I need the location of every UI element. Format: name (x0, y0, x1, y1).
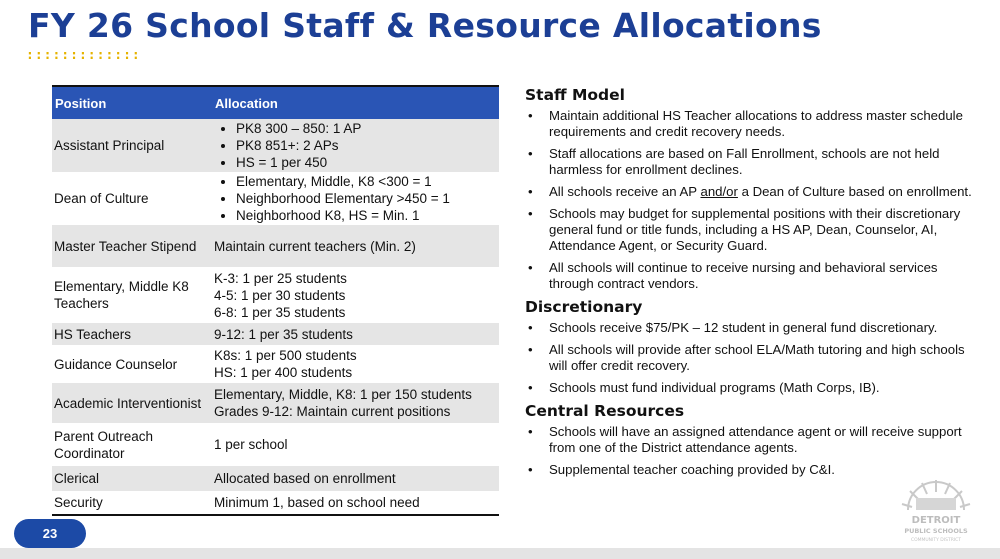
allocation-bullet: • PK8 851+: 2 APs (236, 137, 497, 154)
logo-text: PUBLIC SCHOOLS (904, 527, 968, 535)
page-number-badge: 23 (14, 519, 86, 548)
table-row (52, 345, 499, 383)
allocation-line: HS: 1 per 400 students (214, 365, 353, 380)
allocation-bullet: • HS = 1 per 450 (236, 154, 497, 171)
list-item: • Schools receive $75/PK – 12 student in general fund discretionary. (525, 320, 980, 336)
column-header-position: Position (52, 86, 212, 119)
discretionary-list (525, 320, 980, 396)
allocation-bullet: • Neighborhood Elementary >450 = 1 (236, 190, 497, 207)
decorative-dots: ::::::::::::: (26, 48, 141, 63)
table-row (52, 323, 499, 345)
table-row (52, 119, 499, 172)
table-row (52, 172, 499, 225)
table-header-row (52, 86, 499, 119)
allocation-cell (212, 119, 499, 172)
allocation-bullet: • Elementary, Middle, K8 <300 = 1 (236, 173, 497, 190)
allocation-line: Grades 9-12: Maintain current positions (214, 404, 451, 419)
allocation-bullet: • Neighborhood K8, HS = Min. 1 (236, 207, 497, 224)
list-item: • All schools will continue to receive nursing and behavioral services through contract vendors. (525, 260, 980, 292)
allocation-line: Elementary, Middle, K8: 1 per 150 students (214, 387, 472, 402)
table-row (52, 267, 499, 323)
allocation-cell: Allocated based on enrollment (212, 466, 499, 491)
allocation-cell: 1 per school (214, 437, 288, 452)
position-cell: Parent Outreach Coordinator (54, 428, 154, 461)
allocation-bullet: • PK8 300 – 850: 1 AP (236, 120, 497, 137)
allocation-line: 4-5: 1 per 30 students (214, 287, 346, 303)
allocation-line: 6-8: 1 per 35 students (214, 304, 346, 320)
position-cell: HS Teachers (52, 323, 212, 345)
table-row (52, 225, 499, 267)
district-logo (886, 474, 986, 546)
position-cell: Master Teacher Stipend (52, 225, 212, 267)
logo-text: DETROIT (911, 515, 961, 526)
allocation-cell (212, 383, 499, 423)
list-item: • All schools will provide after school ELA/Math tutoring and high schools will offer credit recovery. (525, 342, 980, 374)
table-row (52, 383, 499, 423)
section-heading-discretionary: Discretionary (525, 298, 643, 316)
position-cell: Dean of Culture (54, 191, 149, 206)
allocation-cell: Maintain current teachers (Min. 2) (212, 225, 499, 267)
position-cell: Assistant Principal (52, 119, 212, 172)
allocation-cell: 9-12: 1 per 35 students (212, 323, 499, 345)
list-item: • Schools will have an assigned attendance agent or will receive support from one of the District attendance agents. (525, 424, 980, 456)
emphasis-and-or: and/or (700, 184, 738, 199)
text-fragment: All schools receive an AP (549, 184, 701, 199)
column-header-allocation: Allocation (212, 86, 499, 119)
list-item: • Staff allocations are based on Fall Enrollment, schools are not held harmless for enrollment declines. (525, 146, 980, 178)
central-resources-list (525, 424, 980, 478)
position-cell: Security (52, 491, 212, 515)
section-heading-central-resources: Central Resources (525, 402, 685, 420)
list-item: • Schools may budget for supplemental positions with their discretionary general fund or title funds, including a HS AP, Dean, Counselor, AI, Attendance Agent, or Security Guard. (525, 206, 980, 254)
notes-panel (525, 86, 980, 484)
list-item: • Supplemental teacher coaching provided by C&I. (525, 462, 980, 478)
position-cell: Elementary, Middle K8 Teachers (54, 279, 189, 311)
section-heading-staff-model: Staff Model (525, 86, 625, 104)
position-cell: Academic Interventionist (52, 383, 212, 423)
logo-text: COMMUNITY DISTRICT (910, 538, 962, 543)
allocation-line: K8s: 1 per 500 students (214, 348, 357, 363)
text-fragment: a Dean of Culture based on enrollment. (737, 184, 972, 199)
allocation-line: K-3: 1 per 25 students (214, 270, 347, 286)
allocation-cell: Minimum 1, based on school need (212, 491, 499, 515)
allocation-cell (212, 267, 499, 323)
allocation-cell (212, 172, 499, 225)
table-row (52, 423, 499, 466)
list-item: • Maintain additional HS Teacher allocations to address master schedule requirements and credit recovery needs. (525, 108, 980, 140)
page-title: FY 26 School Staff & Resource Allocations (28, 6, 822, 45)
table-row (52, 466, 499, 491)
allocation-table (52, 85, 499, 516)
footer-strip (0, 548, 1000, 559)
staff-model-list (525, 108, 980, 292)
table-row (52, 491, 499, 515)
position-cell: Guidance Counselor (54, 356, 178, 372)
allocation-cell (212, 345, 499, 383)
list-item (525, 184, 980, 200)
position-cell: Clerical (52, 466, 212, 491)
list-item: • Schools must fund individual programs (Math Corps, IB). (525, 380, 980, 396)
